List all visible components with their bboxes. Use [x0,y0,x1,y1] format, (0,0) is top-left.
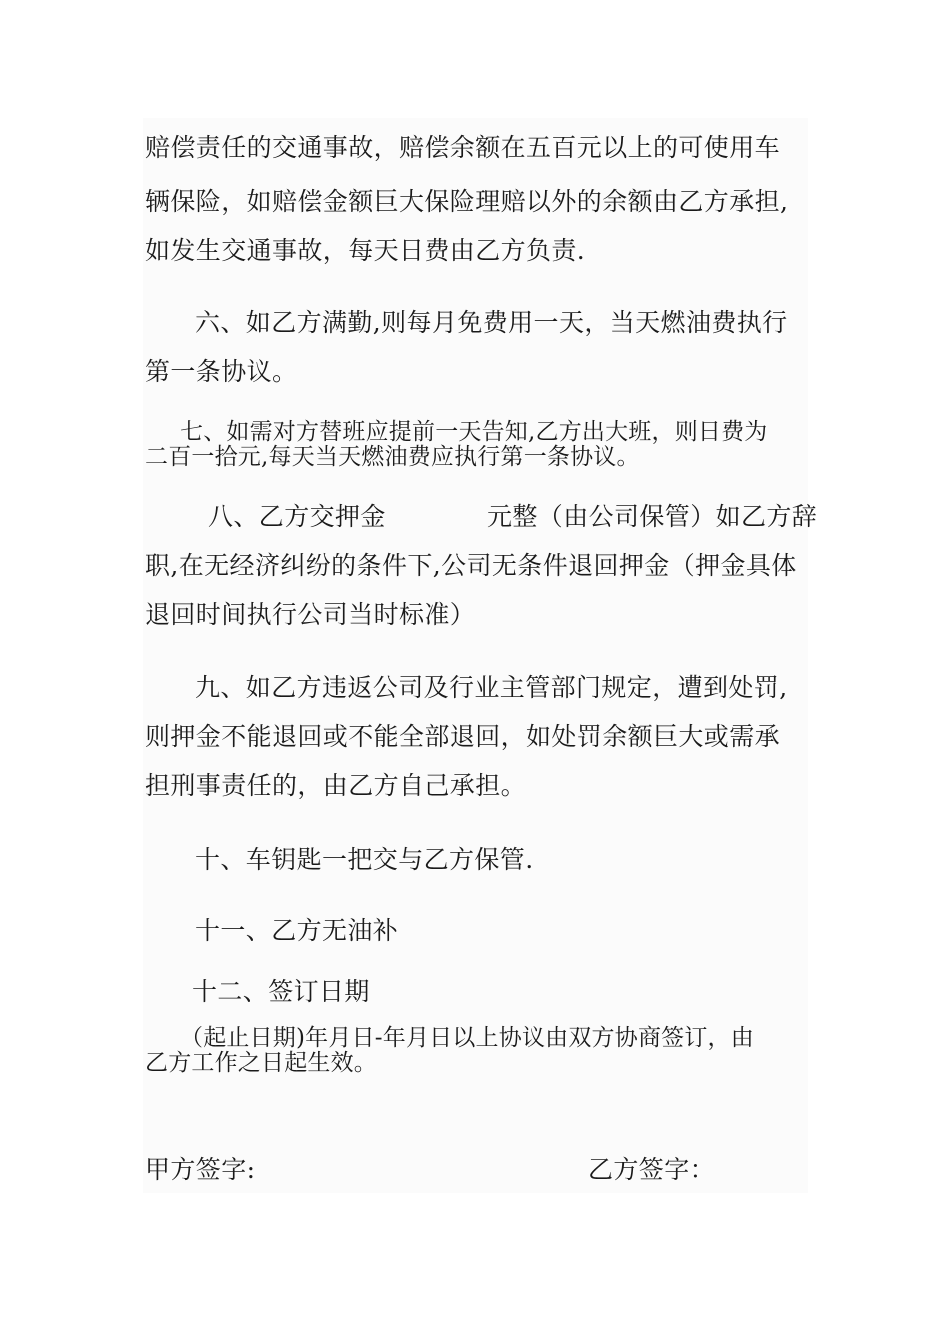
party-b-signature-label: 乙方签字： [588,1155,716,1184]
para8-line1-b: 元整（由公司保管）如乙方辞 [487,502,818,531]
para9-line1: 九、如乙方违返公司及行业主管部门规定，遭到处罚, [195,673,788,702]
para5-line2: 辆保险，如赔偿金额巨大保险理赔以外的余额由乙方承担, [145,187,789,216]
para12: 十二、签订日期 [192,977,370,1006]
para11: 十一、乙方无油补 [195,916,399,945]
para8-line3: 退回时间执行公司当时标准） [145,600,476,629]
para6-line2: 第一条协议。 [145,357,298,386]
para8-line1-a: 八、乙方交押金 [208,502,386,531]
para6-line1: 六、如乙方满勤,则每月免费用一天，当天燃油费执行 [195,308,788,337]
para13-line1: （起止日期)年月日-年月日以上协议由双方协商签订，由 [180,1025,754,1051]
para5-line3: 如发生交通事故，每天日费由乙方负责. [145,236,586,265]
para10: 十、车钥匙一把交与乙方保管. [195,845,534,874]
para5-line1: 赔偿责任的交通事故，赔偿余额在五百元以上的可使用车 [145,133,781,162]
party-a-signature-label: 甲方签字: [145,1155,256,1184]
para7-line2: 二百一拾元,每天当天燃油费应执行第一条协议。 [145,444,640,470]
para7-line1: 七、如需对方替班应提前一天告知,乙方出大班，则日费为 [180,419,768,445]
para9-line2: 则押金不能退回或不能全部退回，如处罚余额巨大或需承 [145,722,781,751]
para8-line2: 职,在无经济纠纷的条件下,公司无条件退回押金（押金具体 [145,551,797,580]
para13-line2: 乙方工作之日起生效。 [145,1050,377,1076]
para9-line3: 担刑事责任的，由乙方自己承担。 [145,771,527,800]
